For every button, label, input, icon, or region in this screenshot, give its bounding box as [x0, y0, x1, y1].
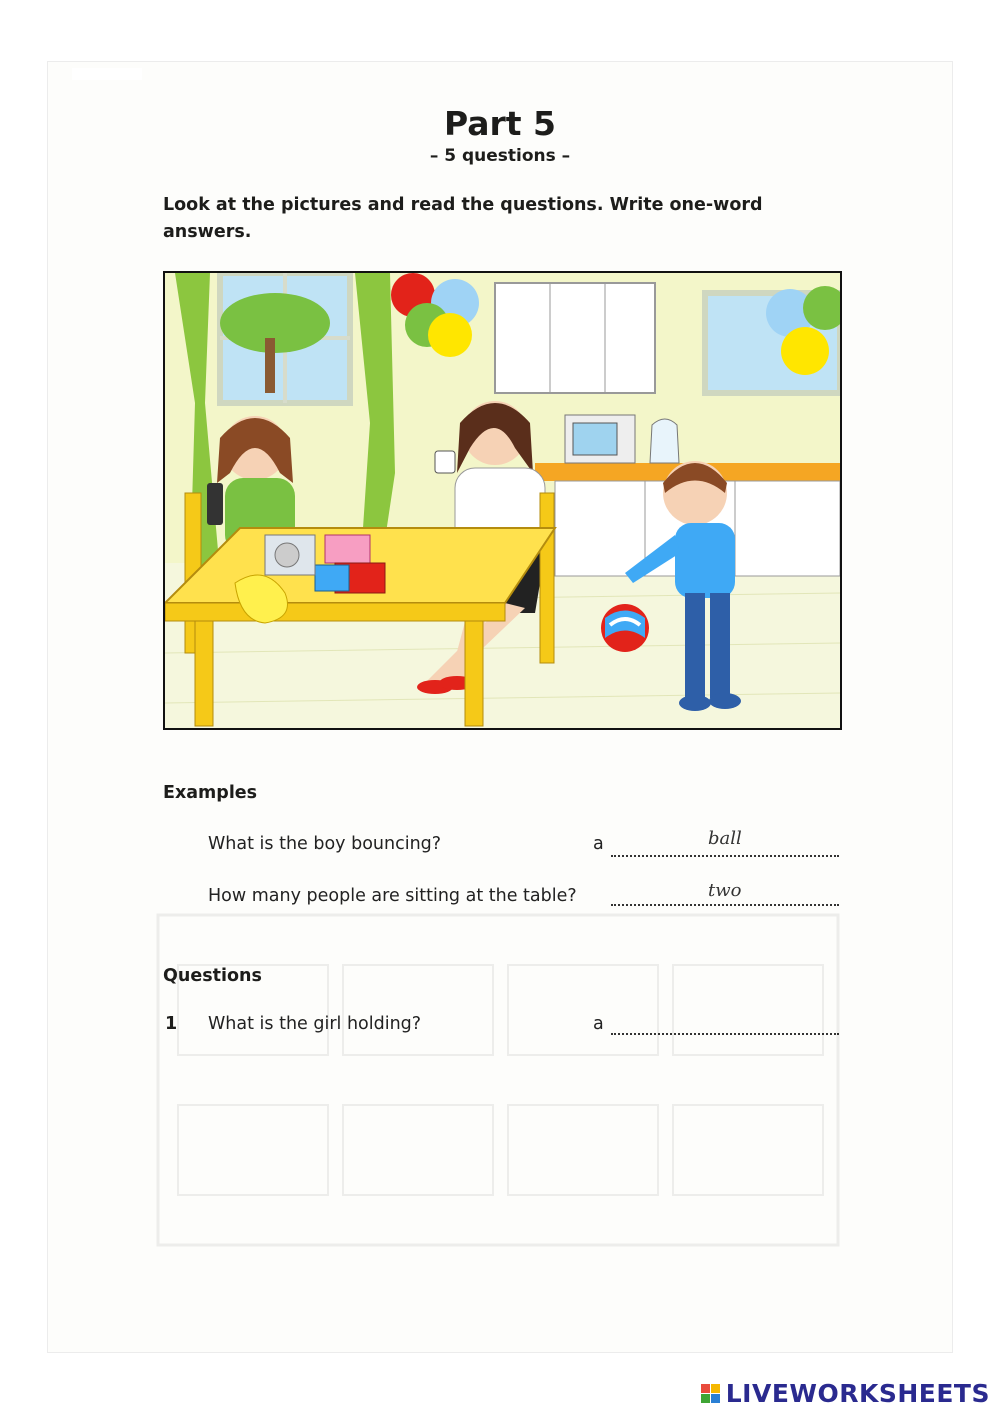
question-1-article: a	[593, 1014, 604, 1034]
question-1-number: 1	[165, 1014, 178, 1034]
liveworksheets-brand: LIVEWORKSHEETS	[725, 1378, 990, 1408]
logo-square-yellow	[711, 1384, 720, 1393]
liveworksheets-logo-icon	[701, 1384, 720, 1403]
example-1-question: What is the boy bouncing?	[208, 834, 442, 854]
kitchen-party-illustration	[165, 273, 840, 728]
example-1-article: a	[593, 834, 604, 854]
instructions: Look at the pictures and read the questions. Write one-word answers.	[163, 195, 763, 242]
examples-heading: Examples	[163, 783, 258, 803]
example-2-answer: two	[708, 880, 742, 901]
page-title: Part 5	[443, 104, 557, 143]
questions-heading: Questions	[163, 966, 262, 986]
logo-square-blue	[711, 1394, 720, 1403]
logo-square-green	[701, 1394, 710, 1403]
liveworksheets-logo[interactable]	[701, 1378, 990, 1408]
kitchen-scene-image	[163, 271, 842, 730]
example-1-answer: ball	[708, 828, 742, 849]
example-2-question: How many people are sitting at the table?	[208, 886, 577, 906]
page-subtitle: – 5 questions –	[429, 146, 571, 166]
question-1-answer-field[interactable]	[611, 1033, 839, 1035]
example-2-answer-line	[611, 904, 839, 906]
page-corner-mark	[72, 68, 142, 80]
example-1-answer-line	[611, 855, 839, 857]
question-1-text: What is the girl holding?	[208, 1014, 422, 1034]
logo-square-red	[701, 1384, 710, 1393]
